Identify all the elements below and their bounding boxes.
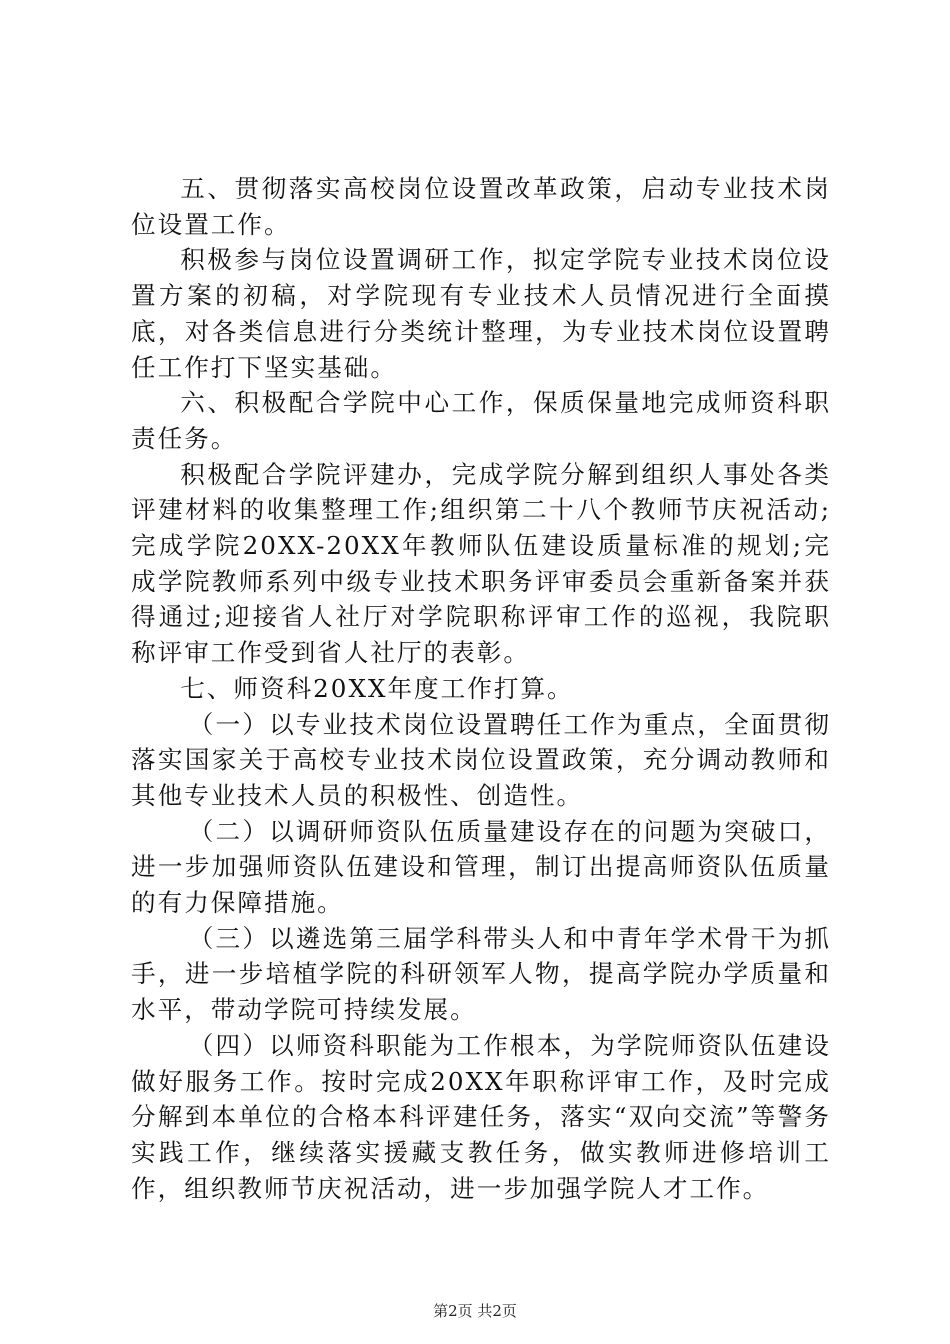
plan-item-1: （一）以专业技术岗位设置聘任工作为重点，全面贯彻落实国家关于高校专业技术岗位设置政策，充分调动教师和其他专业技术人员的积极性、创造性。 xyxy=(131,709,831,810)
section-five-body: 积极参与岗位设置调研工作，拟定学院专业技术岗位设置方案的初稿，对学院现有专业技术人员情况进行全面摸底，对各类信息进行分类统计整理，为专业技术岗位设置聘任工作打下坚实基础。 xyxy=(131,245,831,382)
section-six-heading: 六、积极配合学院中心工作，保质保量地完成师资科职责任务。 xyxy=(131,388,831,453)
section-five-heading: 五、贯彻落实高校岗位设置改革政策，启动专业技术岗位设置工作。 xyxy=(131,174,831,239)
section-seven-heading: 七、师资科20XX年度工作打算。 xyxy=(180,673,574,703)
document-body xyxy=(131,171,831,1206)
plan-item-3: （三）以遴选第三届学科带头人和中青年学术骨干为抓手，进一步培植学院的科研领军人物，提高学院办学质量和水平，带动学院可持续发展。 xyxy=(131,923,831,1025)
section-six-body: 积极配合学院评建办，完成学院分解到组织人事处各类评建材料的收集整理工作;组织第二十八个教师节庆祝活动;完成学院20XX-20XX年教师队伍建设质量标准的规划;完成学院教师系列中级专业技术职务评审委员会重新备案并获得通过;迎接省人社厅对学院职称评审工作的巡视，我院职称评审工作受到省人社厅的表彰。 xyxy=(131,459,831,668)
page-number-footer: 第2页 共2页 xyxy=(433,1302,517,1320)
plan-item-2: （二）以调研师资队伍质量建设存在的问题为突破口，进一步加强师资队伍建设和管理，制订出提高师资队伍质量的有力保障措施。 xyxy=(131,816,831,918)
plan-item-4: （四）以师资科职能为工作根本，为学院师资队伍建设做好服务工作。按时完成20XX年职称评审工作，及时完成分解到本单位的合格本科评建任务，落实“双向交流”等警务实践工作，继续落实援藏支教任务，做实教师进修培训工作，组织教师节庆祝活动，进一步加强学院人才工作。 xyxy=(131,1030,831,1203)
